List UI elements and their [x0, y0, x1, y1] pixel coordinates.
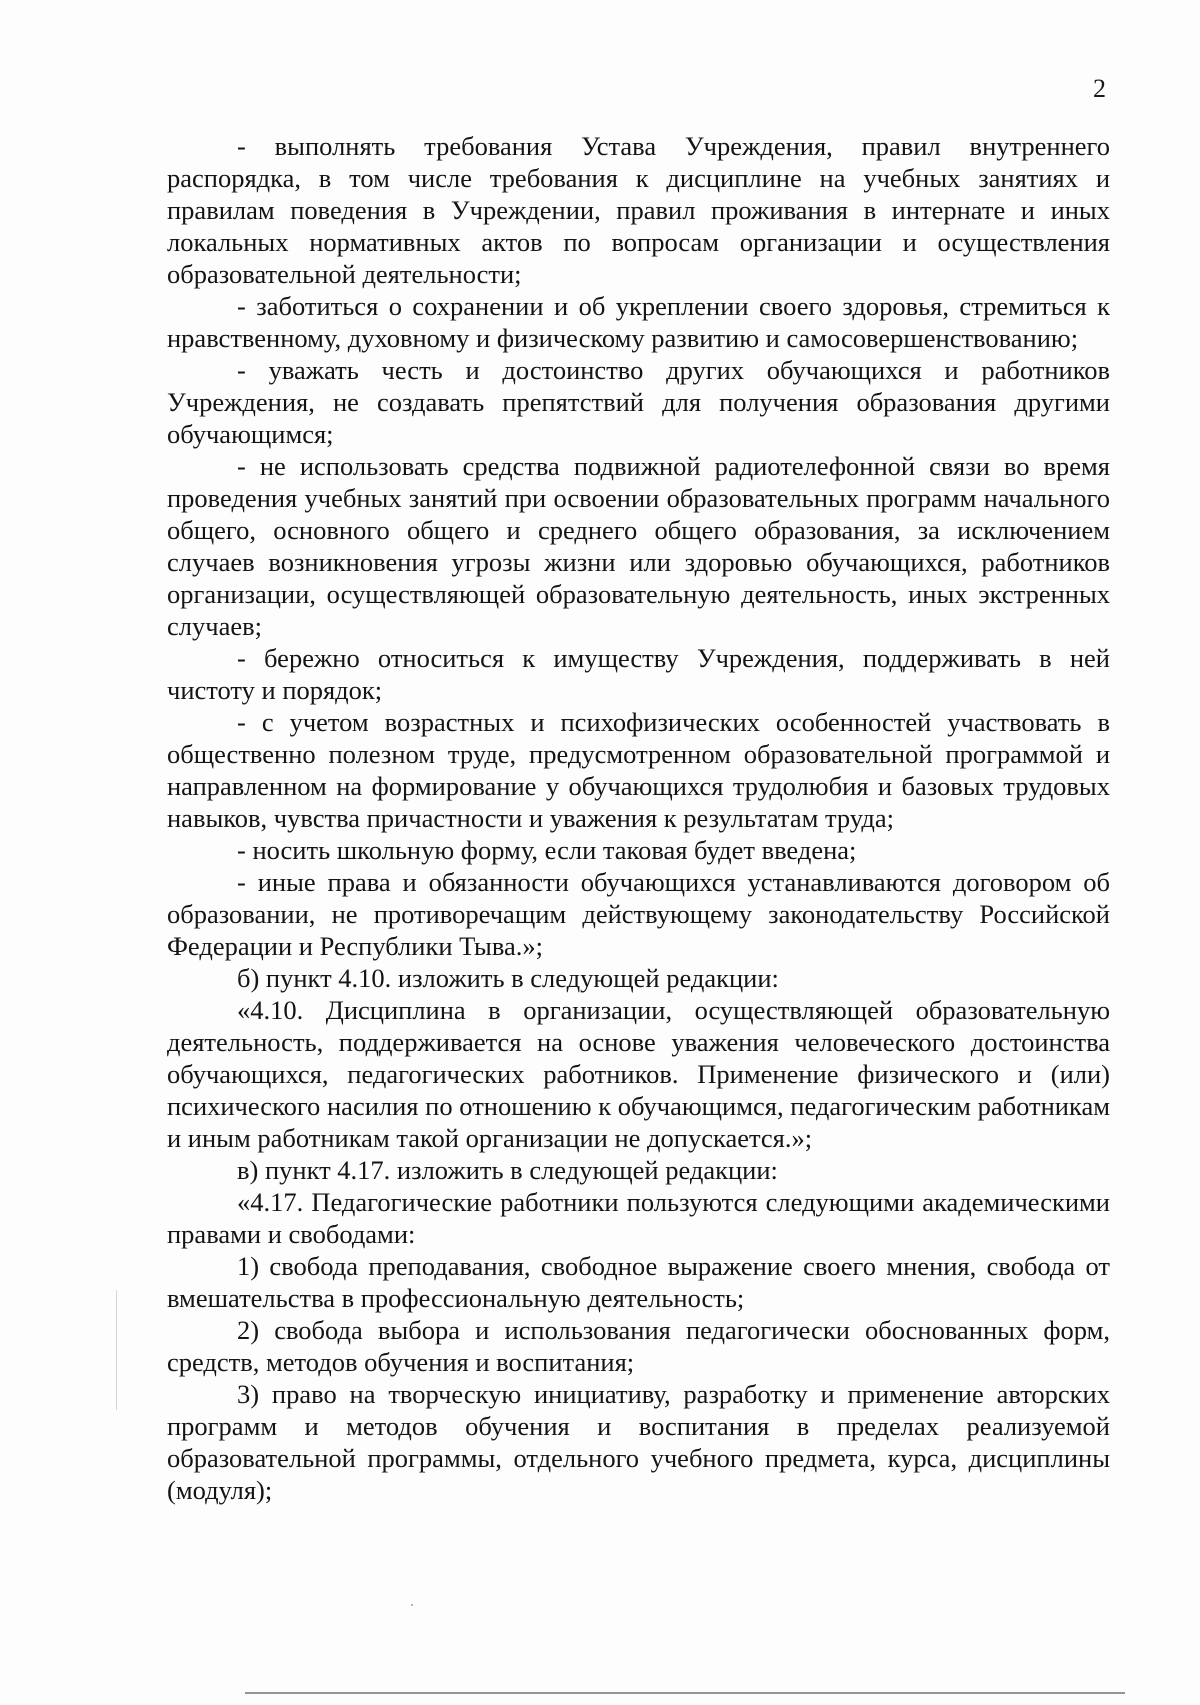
paragraph-student-duties-uniform: - носить школьную форму, если таковая будет введена;: [237, 835, 857, 865]
paragraph-student-duties-charter: - выполнять требования Устава Учреждения, правил внутреннего распорядка, в том числе требования к дисциплине на учебных занятиях и правилам поведения в Учреждении, правил проживания в интернате и иных локальных нормативных актов по вопросам организации и осуществления образовательной деятельности;: [167, 131, 1110, 289]
page-number: 2: [1093, 74, 1106, 103]
paragraph-amendment-v-heading: в) пункт 4.17. изложить в следующей редакции:: [237, 1155, 778, 1185]
paragraph-right-1-teaching-freedom: 1) свобода преподавания, свободное выражение своего мнения, свобода от вмешательства в профессиональную деятельность;: [167, 1251, 1110, 1313]
paragraph-student-duties-health: - заботиться о сохранении и об укреплении своего здоровья, стремиться к нравственному, духовному и физическому развитию и самосовершенствованию;: [167, 291, 1110, 353]
paragraph-student-duties-property: - бережно относиться к имуществу Учреждения, поддерживать в ней чистоту и порядок;: [167, 643, 1110, 705]
document-body: [167, 130, 1110, 1506]
paragraph-right-3-creative-initiative: 3) право на творческую инициативу, разработку и применение авторских программ и методов обучения и воспитания в пределах реализуемой образовательной программы, отдельного учебного предмета, курса, дисциплины (модуля);: [167, 1379, 1110, 1505]
paragraph-student-duties-labor: - с учетом возрастных и психофизических особенностей участвовать в общественно полезном труде, предусмотренном образовательной программой и направленном на формирование у обучающихся трудолюбия и базовых трудовых навыков, чувства причастности и уважения к результатам труда;: [167, 707, 1110, 833]
paragraph-student-duties-phones: - не использовать средства подвижной радиотелефонной связи во время проведения учебных занятий при освоении образовательных программ начального общего, основного общего и среднего общего образования, за исключением случаев возникновения угрозы жизни или здоровью обучающихся, работников организации, осуществляющей образовательную деятельность, иных экстренных случаев;: [167, 451, 1110, 641]
paragraph-student-duties-other: - иные права и обязанности обучающихся устанавливаются договором об образовании, не противоречащим действующему законодательству Российской Федерации и Республики Тыва.»;: [167, 867, 1110, 961]
paragraph-amendment-b-heading: б) пункт 4.10. изложить в следующей редакции:: [237, 963, 779, 993]
scan-artifact-dot: [411, 1604, 413, 1606]
paragraph-right-2-methods-choice: 2) свобода выбора и использования педагогически обоснованных форм, средств, методов обучения и воспитания;: [167, 1315, 1110, 1377]
paragraph-clause-4-10: «4.10. Дисциплина в организации, осуществляющей образовательную деятельность, поддерживается на основе уважения человеческого достоинства обучающихся, педагогических работников. Применение физического и (или) психического насилия по отношению к обучающимся, педагогическим работникам и иным работникам такой организации не допускается.»;: [167, 995, 1110, 1153]
scan-artifact-line: [245, 1692, 1125, 1694]
paragraph-clause-4-17: «4.17. Педагогические работники пользуются следующими академическими правами и свободами:: [167, 1187, 1110, 1249]
scan-artifact-edge: [116, 1290, 117, 1410]
paragraph-student-duties-respect: - уважать честь и достоинство других обучающихся и работников Учреждения, не создавать препятствий для получения образования другими обучающимся;: [167, 355, 1110, 449]
